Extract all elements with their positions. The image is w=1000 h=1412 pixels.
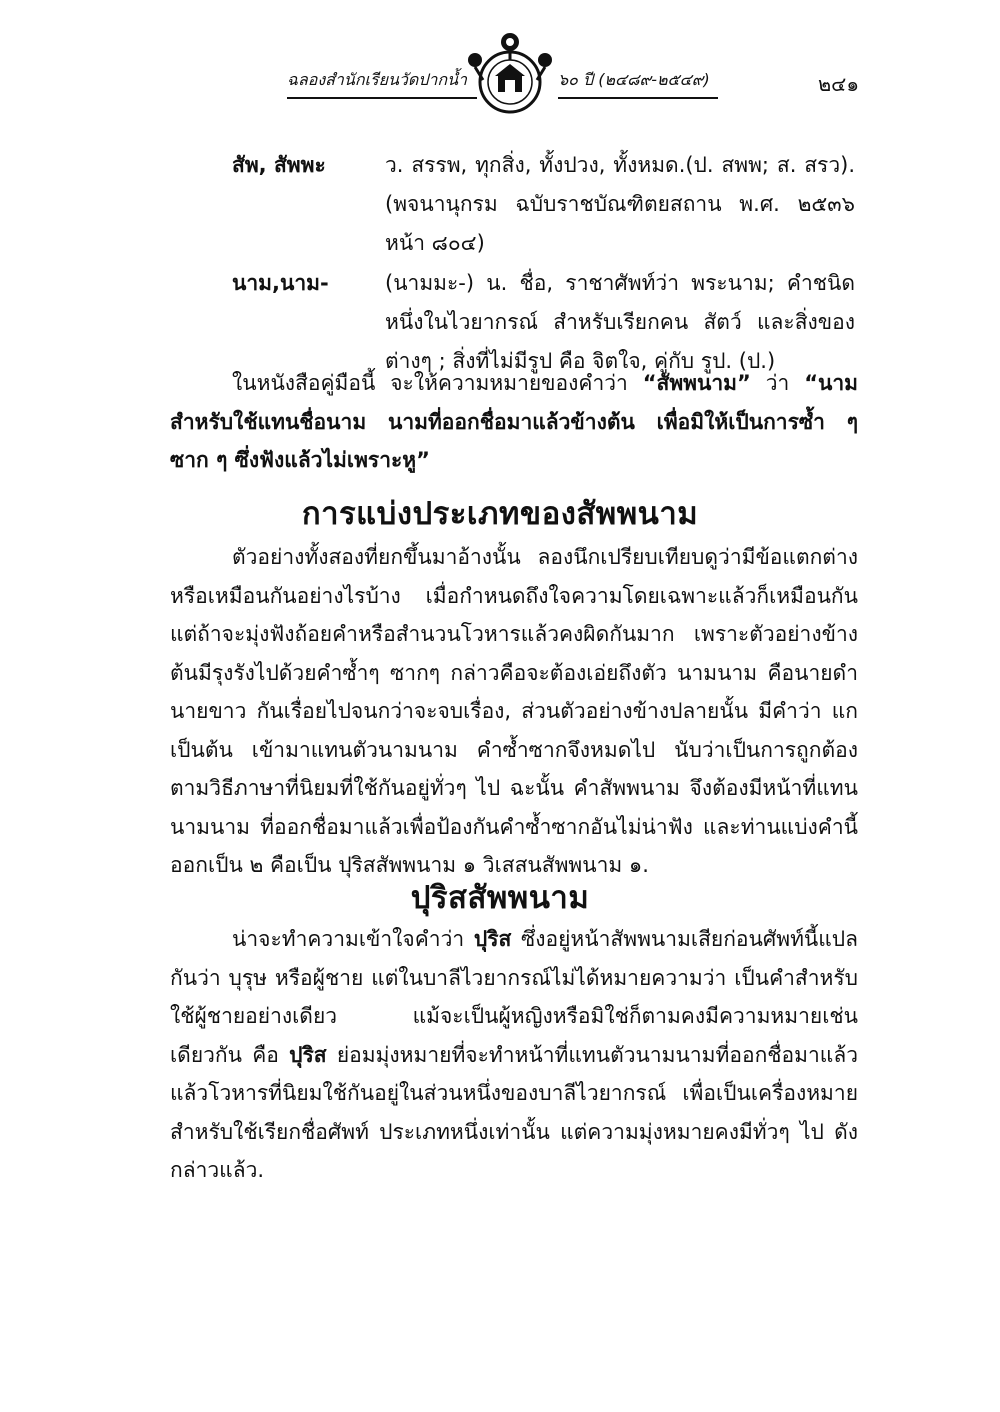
intro-text-2: ว่า — [750, 371, 805, 395]
section-classification-body: ตัวอย่างทั้งสองที่ยกขึ้นมาอ้างนั้น ลองนึกเปรียบเทียบดูว่ามีข้อแตกต่างหรือเหมือนกันอย่างไรบ้าง เมื่อกำหนดถึงใจความโดยเฉพาะแล้วก็เหมือนกัน แต่ถ้าจะมุ่งฟังถ้อยคำหรือสำนวนโวหารแล้วคงผิดกันมาก เพราะตัวอย่างข้างต้นมีรุงรังไปด้วยคำซ้ำๆ ซากๆ กล่าวคือจะต้องเอ่ยถึงตัว นามนาม คือนายดำ นายขาว กันเรื่อยไปจนกว่าจะจบเรื่อง, ส่วนตัวอย่างข้างปลายนั้น มีคำว่า แก เป็นต้น เข้ามาแทนตัวนามนาม คำซ้ำซากจึงหมดไป นับว่าเป็นการถูกต้องตามวิธีภาษาที่นิยมที่ใช้กันอยู่ทั่วๆ ไป ฉะนั้น คำสัพพนาม จึงต้องมีหน้าที่แทน นามนาม ที่ออกชื่อมาแล้วเพื่อป้องกันคำซ้ำซากอันไม่น่าฟัง และท่านแบ่งคำนี้ออกเป็น ๒ คือเป็น ปุริสสัพพนาม ๑ วิเสสนสัพพนาม ๑. — [170, 545, 858, 877]
purisa-term: ปุริส — [473, 927, 512, 951]
page-number: ๒๔๑ — [818, 72, 860, 96]
running-header-left: ฉลองสำนักเรียนวัดปากน้ำ — [287, 68, 477, 99]
purisa-term-2: ปุริส — [289, 1042, 327, 1067]
section-heading-classification: การแบ่งประเภทของสัพพนาม — [301, 496, 699, 532]
purisa-text-b: ซึ่งอยู่หน้าสัพพนามเสียก่อนศัพท์นี้แปลกันว่า บุรุษ หรือผู้ชาย แต่ในบาลีไวยากรณ์ไม่ได้หมายความว่า เป็นคำสำหรับใช้ผู้ชายอย่างเดียว แม้จะเป็นผู้หญิงหรือมิใช่ก็ตามคงมีความหมายเช่นเดียวกัน คือ — [170, 927, 858, 1067]
entry-term-1: สัพ, สัพพะ — [232, 153, 326, 177]
running-header-center: ๖๐ ปี (๒๔๘๙-๒๕๔๙) — [558, 68, 718, 99]
entry-definition-1: ว. สรรพ, ทุกสิ่ง, ทั้งปวง, ทั้งหมด.(ป. สพพ; ส. สรว). (พจนานุกรม ฉบับราชบัณฑิตยสถาน พ.ศ. ๒๕๓๖ หน้า ๘๐๔) — [385, 153, 855, 255]
intro-text-1: ในหนังสือคู่มือนี้ จะให้ความหมายของคำว่า — [232, 371, 643, 395]
entry-definition-2: (นามมะ-) น. ชื่อ, ราชาศัพท์ว่า พระนาม; คำชนิดหนึ่งในไวยากรณ์ สำหรับเรียกคน สัตว์ และสิ่งของต่างๆ ; สิ่งที่ไม่มีรูป คือ จิตใจ, คู่กับ รูป. (ป.) — [385, 271, 855, 373]
intro-meaning: “นามสำหรับใช้แทนชื่อนาม นามที่ออกชื่อมาแล้วข้างต้น เพื่อมิให้เป็นการซ้ำ ๆ ซาก ๆ ซึ่งฟังแล้วไม่เพราะหู” — [170, 371, 858, 472]
entry-term-2: นาม,นาม- — [232, 271, 329, 295]
section-heading-purisa: ปุริสสัพพนาม — [410, 880, 590, 916]
intro-term: “สัพพนาม” — [642, 371, 751, 395]
intro-paragraph — [170, 364, 858, 480]
purisa-text-c: ย่อมมุ่งหมายที่จะทำหน้าที่แทนตัวนามนามที่ออกชื่อมาแล้ว แล้วโวหารที่นิยมใช้กันอยู่ในส่วนหนึ่งของบาลีไวยากรณ์ เพื่อเป็นเครื่องหมายสำหรับใช้เรียกชื่อศัพท์ ประเภทหนึ่งเท่านั้น แต่ความมุ่งหมายคงมีทั่วๆ ไป ดังกล่าวแล้ว. — [170, 1042, 858, 1182]
section-purisa-body — [170, 920, 858, 1190]
temple-seal-logo — [465, 30, 555, 120]
purisa-text-a: น่าจะทำความเข้าใจคำว่า — [232, 927, 474, 951]
